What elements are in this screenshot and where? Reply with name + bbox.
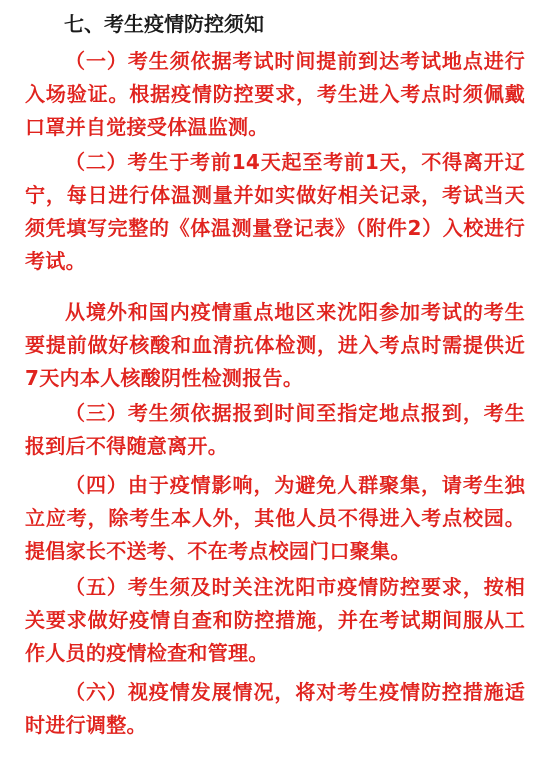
section-heading: 七、考生疫情防控须知 (64, 12, 264, 36)
paragraph-nucleic-acid-test: 从境外和国内疫情重点地区来沈阳参加考试的考生要提前做好核酸和血清抗体检测，进入考点时需提供近7天内本人核酸阴性检测报告。 (25, 300, 525, 390)
paragraph-follow-requirements: （五）考生须及时关注沈阳市疫情防控要求，按相关要求做好疫情自查和防控措施，并在考试期间服从工作人员的疫情检查和管理。 (25, 575, 525, 665)
paragraph-temperature-record: （二）考生于考前14天起至考前1天，不得离开辽宁，每日进行体温测量并如实做好相关记录，考试当天须凭填写完整的《体温测量登记表》（附件2）入校进行考试。 (25, 150, 525, 273)
paragraph-entry-verification: （一）考生须依据考试时间提前到达考试地点进行入场验证。根据疫情防控要求，考生进入考点时须佩戴口罩并自觉接受体温监测。 (25, 49, 525, 139)
paragraph-avoid-gathering: （四）由于疫情影响，为避免人群聚集，请考生独立应考，除考生本人外，其他人员不得进入考点校园。提倡家长不送考、不在考点校园门口聚集。 (25, 473, 525, 563)
paragraph-check-in: （三）考生须依据报到时间至指定地点报到，考生报到后不得随意离开。 (25, 401, 525, 458)
paragraph-adjustments: （六）视疫情发展情况，将对考生疫情防控措施适时进行调整。 (25, 680, 525, 737)
